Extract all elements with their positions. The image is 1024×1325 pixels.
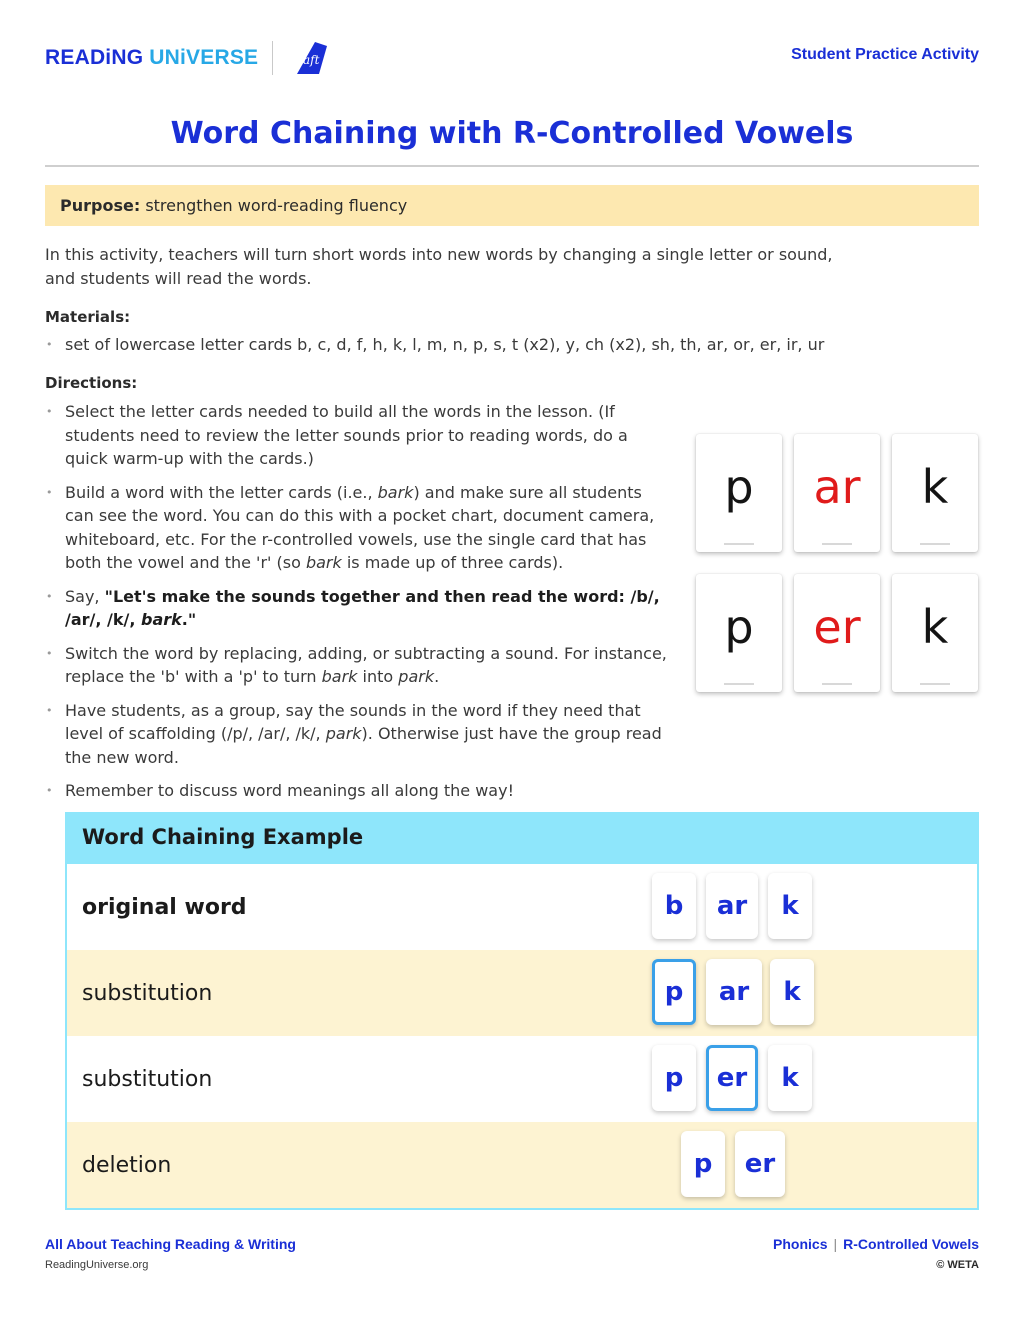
page-title: Word Chaining with R-Controlled Vowels (170, 116, 854, 151)
letter-tile: er (735, 1131, 785, 1197)
letter-card: p (696, 574, 782, 692)
example-heading: Word Chaining Example (67, 814, 977, 864)
row-label: deletion (82, 1153, 172, 1178)
list-item: • Say, "Let's make the sounds together and then read the word: /b/, /ar/, /k/, bark." (45, 585, 675, 632)
letter-card: p (696, 434, 782, 552)
copyright: © WETA (936, 1259, 979, 1271)
letter-tile: p (652, 1045, 696, 1111)
aft-logo-icon (285, 40, 329, 76)
letter-tile-highlighted: p (652, 959, 696, 1025)
footer-category-link[interactable]: R-Controlled Vowels (843, 1236, 979, 1252)
table-row (67, 1036, 977, 1122)
logo-wordmark: READiNG UNiVERSE (45, 46, 259, 69)
footer-series-title: All About Teaching Reading & Writing (45, 1236, 296, 1252)
page-header (45, 36, 979, 76)
activity-type-label: Student Practice Activity (791, 46, 979, 63)
letter-card: er (794, 574, 880, 692)
footer-url-link[interactable]: ReadingUniverse.org (45, 1259, 149, 1271)
materials-heading: Materials: (45, 308, 131, 326)
list-item: • set of lowercase letter cards b, c, d, f, h, k, l, m, n, p, s, t (x2), y, ch (x2), sh, th, ar, or, er, ir, ur (45, 333, 945, 357)
table-row (67, 864, 977, 950)
letter-tile-highlighted: er (706, 1045, 758, 1111)
row-label: original word (82, 895, 247, 920)
purpose-label: Purpose: (60, 196, 141, 215)
letter-tile: ar (706, 873, 758, 939)
list-item: • Switch the word by replacing, adding, or subtracting a sound. For instance, replace the 'b' with a 'p' to turn bark into park. (45, 642, 675, 689)
directions-heading: Directions: (45, 374, 138, 392)
footer-category-link[interactable]: Phonics (773, 1236, 828, 1252)
list-item: • Build a word with the letter cards (i.e., bark) and make sure all students can see the word. You can do this with a pocket chart, document camera, whiteboard, etc. For the r-controlled vowels, use the single card that has both the vowel and the 'r' (so bark is made up of three cards). (45, 481, 675, 575)
intro-paragraph: In this activity, teachers will turn short words into new words by changing a single letter or sound, and students will read the words. (45, 245, 833, 288)
title-divider (45, 165, 979, 167)
footer-categories: Phonics | R-Controlled Vowels (773, 1236, 979, 1252)
table-row (67, 950, 977, 1036)
letter-tile: k (768, 1045, 812, 1111)
purpose-text: strengthen word-reading fluency (140, 196, 408, 215)
row-label: substitution (82, 1067, 213, 1092)
list-item: • Have students, as a group, say the sounds in the word if they need that level of scaffolding (/p/, /ar/, /k/, park). Otherwise just have the group read the new word. (45, 699, 675, 770)
letter-tile: p (681, 1131, 725, 1197)
letter-tile: k (770, 959, 814, 1025)
letter-tile: b (652, 873, 696, 939)
letter-card: k (892, 434, 978, 552)
logo-divider (272, 41, 273, 75)
row-label: substitution (82, 981, 213, 1006)
table-row (67, 1122, 977, 1208)
letter-card: k (892, 574, 978, 692)
letter-tile: ar (706, 959, 762, 1025)
materials-list (45, 333, 945, 367)
list-item: • Remember to discuss word meanings all along the way! (45, 779, 675, 803)
word-chaining-example-table (65, 812, 979, 1210)
letter-card: ar (794, 434, 880, 552)
list-item: • Select the letter cards needed to build all the words in the lesson. (If students need to review the letter sounds prior to reading words, do a quick warm-up with the cards.) (45, 400, 675, 471)
letter-tile: k (768, 873, 812, 939)
reading-universe-logo[interactable] (45, 40, 329, 76)
svg-text:aft: aft (303, 53, 320, 67)
directions-list (45, 400, 675, 813)
purpose-banner (45, 185, 979, 226)
